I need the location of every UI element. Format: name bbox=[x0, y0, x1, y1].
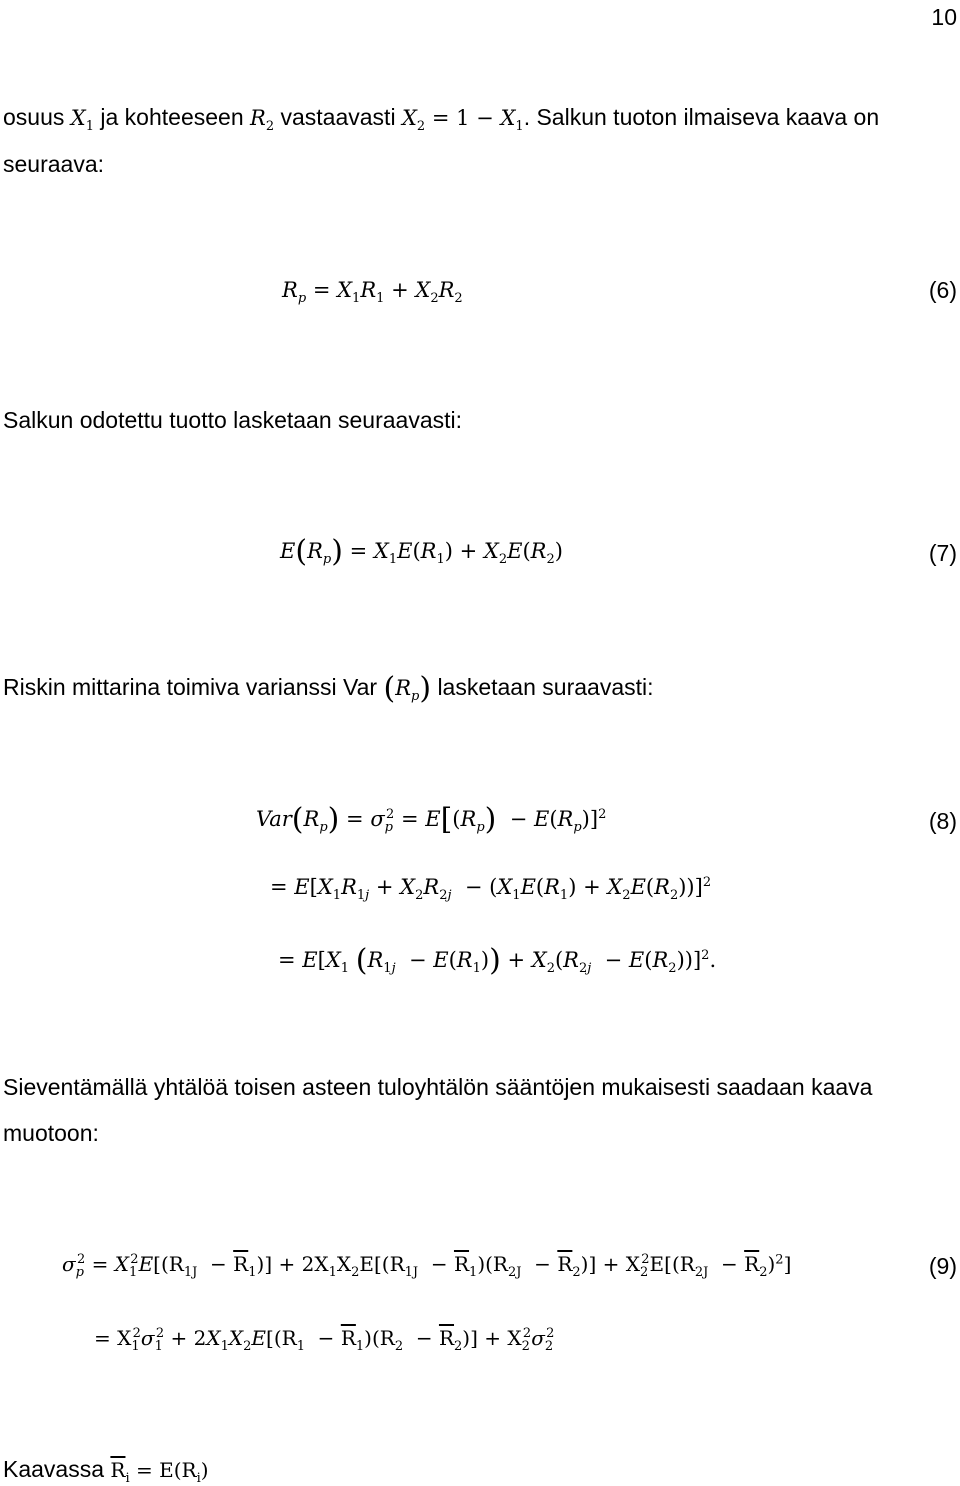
paragraph-1-line-2: seuraava: bbox=[3, 151, 105, 177]
math-rp: $(R_p)$ bbox=[383, 671, 432, 706]
equation-8-line-3: = $E[X_1$ $(R_{1j} - E(R_1)) + X_2(R_{2j} - E(R_2))]^2$. bbox=[278, 943, 717, 978]
paragraph-4-line-1: Sieventämällä yhtälöä toisen asteen tuloyhtälön sääntöjen mukaisesti saadaan kaava bbox=[3, 1074, 873, 1100]
math-ri-def: $\overline{R}_i = E(R_i)$ bbox=[110, 1458, 209, 1486]
equation-7: $E(R_p) = X_1E(R_1) + X_2E(R_2)$ bbox=[280, 534, 563, 569]
equation-6-number: (6) bbox=[928, 277, 957, 303]
equation-8-line-2: = $E[X_1R_{1j} + X_2R_{2j} - (X_1E(R_1) + X_2E(R_2))]^2$ bbox=[270, 875, 712, 904]
word-lasketaan: lasketaan suraavasti: bbox=[437, 674, 654, 700]
word-osuus: osuus bbox=[3, 104, 65, 130]
equation-6: $R_p = X_1R_1 + X_2R_2$ bbox=[282, 278, 463, 307]
word-ja-kohteeseen: ja kohteeseen bbox=[100, 104, 244, 130]
equation-9-line-2: = $X_1^2\sigma_1^2 + 2X_1X_2E[(R_1 - \overline{R}_1)(R_2 - \overline{R}_2)] + X_2^2\sigma_2^2$ bbox=[94, 1326, 555, 1354]
equation-9-number: (9) bbox=[928, 1253, 957, 1279]
paragraph-4-line-2: muotoon: bbox=[3, 1120, 99, 1146]
paragraph-1-line-1 bbox=[3, 103, 880, 135]
equation-8-line-1: $Var(R_p) = \sigma_p^2 = E[(R_p) - E(R_p)]^2$ bbox=[256, 802, 607, 837]
word-salkun-tuoton: . Salkun tuoton ilmaiseva kaava on bbox=[523, 104, 880, 130]
equation-8-number: (8) bbox=[928, 808, 957, 834]
math-x2-eq: $X_2 = 1 - X_1$ bbox=[401, 106, 524, 135]
word-riskin: Riskin mittarina toimiva varianssi Var bbox=[3, 674, 378, 700]
paragraph-3 bbox=[3, 671, 654, 706]
word-kaavassa: Kaavassa bbox=[3, 1456, 105, 1482]
math-r2: $R_2$ bbox=[250, 106, 275, 135]
page-number: 10 bbox=[931, 4, 957, 30]
word-vastaavasti: vastaavasti bbox=[280, 104, 396, 130]
math-x1: $X_1$ bbox=[70, 106, 94, 135]
paragraph-5 bbox=[3, 1455, 209, 1484]
paragraph-2: Salkun odotettu tuotto lasketaan seuraavasti: bbox=[3, 407, 463, 433]
equation-9-line-1: $\sigma_p^2 = X_1^2E[(R_{1J} - \overline{R}_1)] + 2X_1X_2E[(R_{1J} - \overline{R}_1)(R_{2J} - \overline{R}_2)] + X_2^2E[(R_{2J} - \overline{R}_2)^2]$ bbox=[62, 1252, 792, 1280]
equation-7-number: (7) bbox=[928, 540, 957, 566]
